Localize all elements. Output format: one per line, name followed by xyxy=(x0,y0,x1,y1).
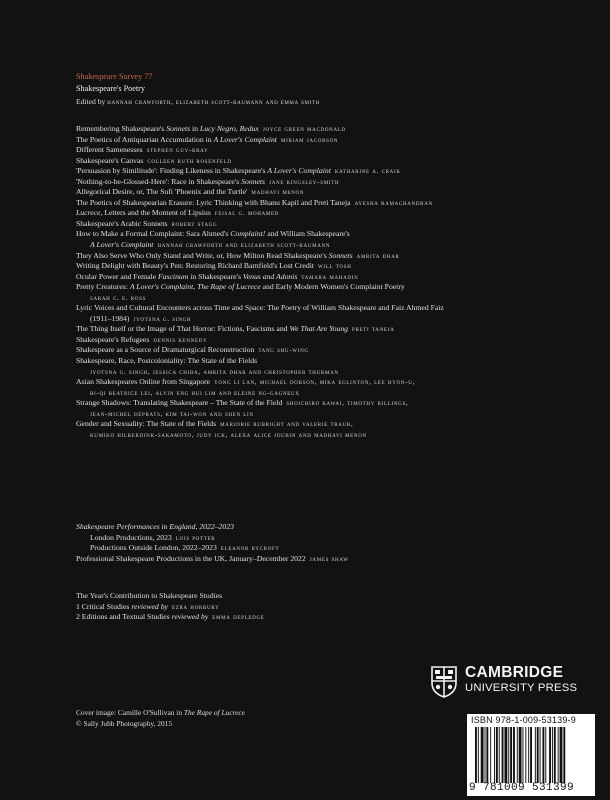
toc-entry xyxy=(76,522,596,533)
toc-entry xyxy=(76,293,596,304)
entry-author: joyce green macdonald xyxy=(262,125,346,133)
cover-credit-line-1: Cover image: Camille O'Sullivan in The Rape of Lucrece xyxy=(76,708,245,717)
entry-author: bi-qi beatrice lei, alvin eng hui lim and eleine ng-gagneux xyxy=(90,388,300,397)
toc-entry xyxy=(76,314,596,325)
entry-title: (1911–1984) xyxy=(90,313,130,323)
table-of-contents xyxy=(76,124,596,440)
entry-title: 2 Editions and Textual Studies xyxy=(76,612,172,622)
performances-section xyxy=(76,522,596,564)
entry-title-italic: A Lover's Complaint, The Rape of Lucrece xyxy=(129,282,261,292)
entry-author: katharine a. craik xyxy=(334,167,401,176)
volume-title: Shakespeare's Poetry xyxy=(76,84,146,93)
entry-title-italic: Shakespeare Performances in England, 2022–2023 xyxy=(76,522,234,531)
barcode-digits: 9 781009 531399 xyxy=(469,782,575,794)
entry-title: Ocular Power and Female xyxy=(76,271,158,281)
entry-title: Strange Shadows: Translating Shakespeare – The State of the Field xyxy=(76,398,283,408)
publisher-logo xyxy=(431,664,591,704)
toc-entry xyxy=(76,602,596,613)
toc-entry xyxy=(76,177,596,188)
entry-title: Lyric Voices and Cultural Encounters across Time and Space: The Poetry of William Shakespeare and Faiz Ahmed Faiz xyxy=(76,303,444,313)
toc-entry xyxy=(76,367,596,378)
entry-title: Shakespeare's Canvas xyxy=(76,155,144,165)
entry-author: jyotsna g. singh xyxy=(133,314,192,323)
entry-author: kumiko hilberdink-sakamoto, judy ick, alexa alice joubin and madhavi menon xyxy=(90,430,367,439)
entry-title: The Poetics of Shakespearian Erasure: Lyric Thinking with Bhanu Kapil and Preti Taneja xyxy=(76,197,351,207)
toc-entry xyxy=(76,377,596,388)
entry-title-italic: Sonnets xyxy=(166,124,191,133)
toc-entry xyxy=(76,543,596,554)
toc-entry xyxy=(76,345,596,356)
entry-author: ayesha ramachandran xyxy=(354,198,433,207)
entry-title-italic: Venus and Adonis xyxy=(242,271,298,281)
entry-title: How to Make a Formal Complaint: Sara Ahmed's xyxy=(76,229,231,239)
toc-entry xyxy=(76,430,596,441)
entry-title: They Also Serve Who Only Stand and Write, or, How Milton Read Shakespeare's xyxy=(76,250,329,260)
toc-entry xyxy=(76,533,596,544)
toc-entry xyxy=(76,261,596,272)
entry-author: ezra horbury xyxy=(171,602,220,611)
entry-author: sarah c. e. ross xyxy=(90,293,147,302)
entry-title: and Early Modern Women's Complaint Poetry xyxy=(260,282,405,292)
entry-title: Gender and Sexuality: The State of the Fields xyxy=(76,419,217,429)
entry-title: Allegorical Desire, or, The Sufi 'Phoenix and the Turtle' xyxy=(76,187,248,197)
entry-author: will tosh xyxy=(317,262,352,271)
isbn-label: ISBN 978-1-009-53139-9 xyxy=(471,715,576,725)
entry-title: Pretty Creatures: xyxy=(76,282,130,292)
entry-author: jyotsna g. singh, jessica chiba, amrita dhar and christopher thurman xyxy=(90,367,339,376)
entry-title: in Shakespeare's xyxy=(188,271,243,281)
cover-credit-line-2: © Sally Jubb Photography, 2015 xyxy=(76,719,173,728)
entry-title: Shakespeare's Arabic Sonnets xyxy=(76,218,168,228)
entry-title: Remembering Shakespeare's xyxy=(76,124,167,133)
entry-author: dennis kennedy xyxy=(153,335,208,344)
entry-author: colleen ruth rosenfeld xyxy=(147,156,232,165)
isbn-barcode xyxy=(467,714,595,796)
toc-entry xyxy=(76,187,596,198)
toc-entry xyxy=(76,303,596,314)
publisher-name-line-2: UNIVERSITY PRESS xyxy=(465,682,578,694)
entry-title-italic: A Lover's Complaint xyxy=(267,166,331,176)
entry-author: feisal g. mohamed xyxy=(214,209,280,218)
entry-author: marjorie rubright and valerie traub, xyxy=(220,420,354,429)
years-contribution-section xyxy=(76,591,596,623)
entry-author: shoichiro kawai, timothy billings, xyxy=(286,399,409,408)
toc-entry xyxy=(76,335,596,346)
toc-entry xyxy=(76,124,596,135)
toc-entry xyxy=(76,156,596,167)
entry-title: The Year's Contribution to Shakespeare Studies xyxy=(76,591,223,600)
entry-title: Writing Delight with Beauty's Pen: Restoring Richard Barnfield's Lost Credit xyxy=(76,261,314,271)
toc-entry xyxy=(76,166,596,177)
entry-title: Shakespeare as a Source of Dramaturgical Reconstruction xyxy=(76,345,255,355)
toc-entry xyxy=(76,251,596,262)
toc-entry xyxy=(76,272,596,283)
entry-title: Shakespeare, Race, Postcoloniality: The State of the Fields xyxy=(76,356,258,366)
entry-author: miriam jacobson xyxy=(280,135,339,144)
toc-entry xyxy=(76,419,596,430)
entry-title: in xyxy=(190,124,200,133)
entry-author: yong li lan, michael dobson, mika eglinton, lee hyon-u, xyxy=(214,378,416,387)
barcode-bars xyxy=(475,727,589,783)
entry-title-italic: Sonnets xyxy=(241,176,266,186)
entry-title-italic: We That Are Young xyxy=(289,324,349,334)
entry-title: 1 Critical Studies xyxy=(76,601,132,611)
entry-author: lois potter xyxy=(175,533,216,542)
entry-author: amrita dhar xyxy=(356,251,400,260)
entry-title-italic: A Lover's Complaint xyxy=(213,134,277,144)
entry-title: London Productions, 2023 xyxy=(90,532,172,542)
editors-line xyxy=(76,97,320,106)
toc-entry xyxy=(76,388,596,399)
entry-author: emma depledge xyxy=(212,613,265,622)
series-title: Shakespeare Survey 77 xyxy=(76,72,153,81)
toc-entry xyxy=(76,591,596,602)
entry-title: Professional Shakespeare Productions in the UK, January–December 2022 xyxy=(76,553,306,563)
toc-entry xyxy=(76,229,596,240)
entry-author: stephen guy-bray xyxy=(146,146,209,155)
toc-entry xyxy=(76,240,596,251)
toc-entry xyxy=(76,208,596,219)
entry-title: and William Shakespeare's xyxy=(265,229,350,239)
publisher-name-line-1: CAMBRIDGE xyxy=(465,664,564,681)
toc-entry xyxy=(76,135,596,146)
entry-title: , Letters and the Moment of Lipsius xyxy=(100,208,211,218)
entry-author: jean-michel déprats, kim tai-won and shen lin xyxy=(90,409,254,418)
toc-entry xyxy=(76,219,596,230)
entry-author: eleanor rycroft xyxy=(220,544,280,553)
university-shield-icon xyxy=(431,666,457,698)
entry-author: hannah crawforth and elizabeth scott-baumann xyxy=(157,241,331,250)
entry-title-italic: A Lover's Complaint xyxy=(90,240,154,250)
entry-author: tang shu-wing xyxy=(258,346,309,355)
cover-credit-title: The Rape of Lucrece xyxy=(183,708,245,717)
entry-title: 'Nothing-to-be-Glossed-Here': Race in Shakespeare's xyxy=(76,176,242,186)
toc-entry xyxy=(76,324,596,335)
toc-entry xyxy=(76,356,596,367)
toc-entry xyxy=(76,198,596,209)
entry-author: madhavi menon xyxy=(251,188,305,197)
toc-entry xyxy=(76,409,596,420)
entry-title-italic: Complaint! xyxy=(230,229,266,239)
cover-credit xyxy=(76,707,245,729)
toc-entry xyxy=(76,145,596,156)
toc-entry xyxy=(76,612,596,623)
entry-title-italic: Lucy Negro, Redux xyxy=(199,124,259,133)
entry-title-italic: Fascinum xyxy=(157,271,189,281)
entry-title: The Poetics of Antiquarian Accumulation in xyxy=(76,134,214,144)
entry-title-italic: Sonnets xyxy=(328,250,353,260)
entry-title-italic: reviewed by xyxy=(171,612,209,622)
entry-title: Productions Outside London, 2022–2023 xyxy=(90,543,217,553)
entry-author: preti taneja xyxy=(352,325,395,334)
entry-author: robert stagg xyxy=(171,219,218,228)
entry-author: jane kingsley-smith xyxy=(269,177,340,186)
entry-title: Asian Shakespeares Online from Singapore xyxy=(76,377,211,387)
edited-by-label: Edited by xyxy=(76,97,106,106)
entry-title-italic: reviewed by xyxy=(131,601,168,611)
entry-title: The Thing Itself or the Image of That Horror: Fictions, Fascisms and xyxy=(76,324,290,334)
entry-title: Different Samenesses xyxy=(76,145,143,155)
entry-title: Shakespeare's Refugees xyxy=(76,334,150,344)
entry-author: james shaw xyxy=(309,554,349,563)
toc-entry xyxy=(76,554,596,565)
entry-author: tamara mahadin xyxy=(301,272,359,281)
toc-entry xyxy=(76,398,596,409)
toc-entry xyxy=(76,282,596,293)
entry-title-italic: Lucrece xyxy=(76,208,101,218)
editors-names: hannah crawforth, elizabeth scott-baumann and emma smith xyxy=(107,97,320,106)
entry-title: 'Persuasion by Similitude': Finding Likeness in Shakespeare's xyxy=(76,166,268,176)
